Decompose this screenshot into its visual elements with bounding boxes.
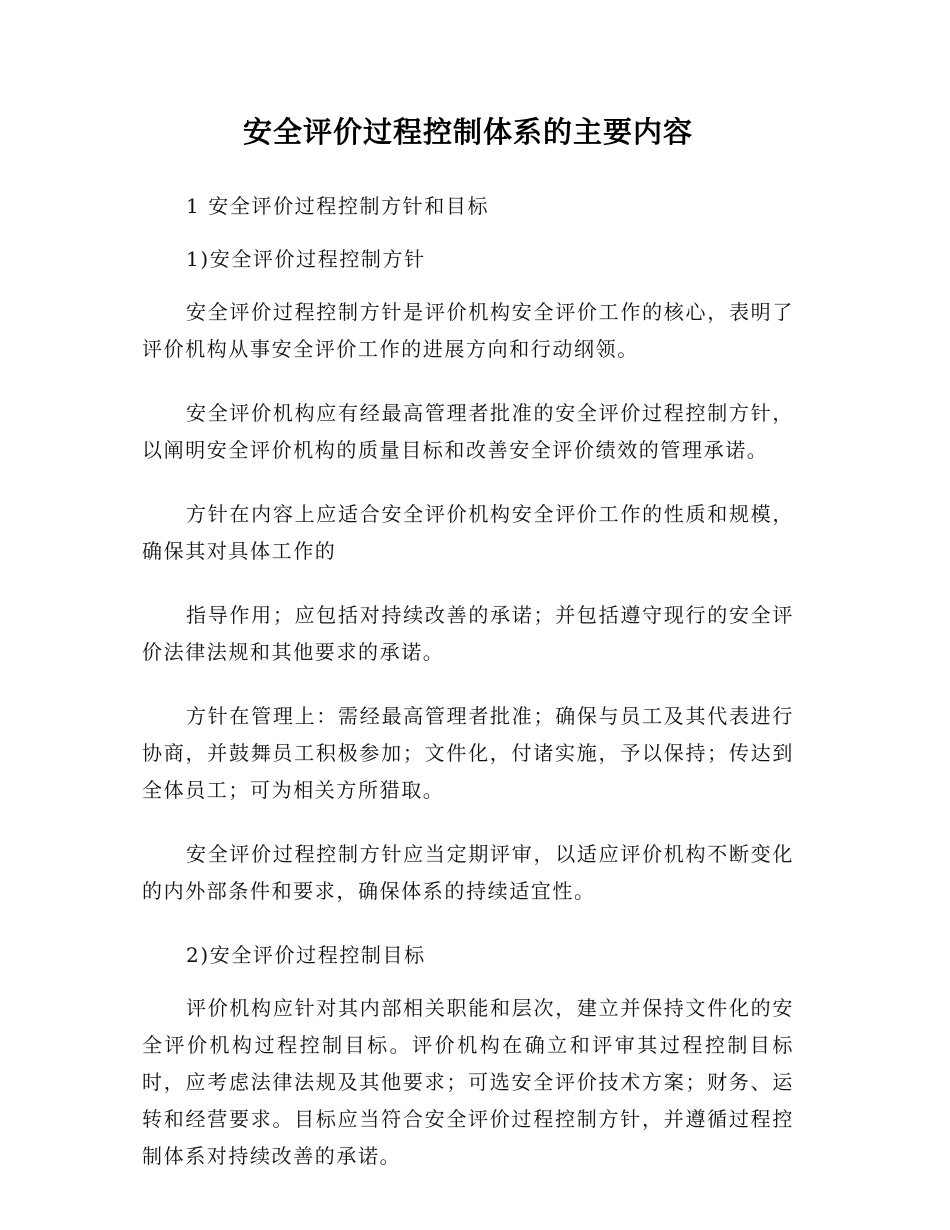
paragraph-policy-guidance: 指导作用；应包括对持续改善的承诺；并包括遵守现行的安全评价法律法规和其他要求的承诺。 <box>142 603 794 664</box>
paragraph-policy-core: 安全评价过程控制方针是评价机构安全评价工作的核心，表明了评价机构从事安全评价工作的进展方向和行动纲领。 <box>142 300 794 361</box>
document-page <box>142 106 794 1202</box>
subsection-heading-policy: 1)安全评价过程控制方针 <box>186 247 426 271</box>
paragraph-policy-management: 方针在管理上：需经最高管理者批准；确保与员工及其代表进行协商，并鼓舞员工积极参加；文件化，付诸实施，予以保持；传达到全体员工；可为相关方所猎取。 <box>142 704 794 802</box>
paragraph-policy-review: 安全评价过程控制方针应当定期评审，以适应评价机构不断变化的内外部条件和要求，确保体系的持续适宜性。 <box>142 842 794 903</box>
section-heading-1: 1 安全评价过程控制方针和目标 <box>186 194 490 218</box>
subsection-heading-objectives: 2)安全评价过程控制目标 <box>186 943 426 967</box>
paragraph-policy-content: 方针在内容上应适合安全评价机构安全评价工作的性质和规模，确保其对具体工作的 <box>142 502 794 563</box>
document-title: 安全评价过程控制体系的主要内容 <box>242 115 693 149</box>
paragraph-policy-approval: 安全评价机构应有经最高管理者批准的安全评价过程控制方针，以阐明安全评价机构的质量目标和改善安全评价绩效的管理承诺。 <box>142 401 794 462</box>
paragraph-objectives: 评价机构应针对其内部相关职能和层次，建立并保持文件化的安全评价机构过程控制目标。评价机构在确立和评审其过程控制目标时，应考虑法律法规及其他要求；可选安全评价技术方案；财务、运转和经营要求。目标应当符合安全评价过程控制方针，并遵循过程控制体系对持续改善的承诺。 <box>142 996 794 1168</box>
